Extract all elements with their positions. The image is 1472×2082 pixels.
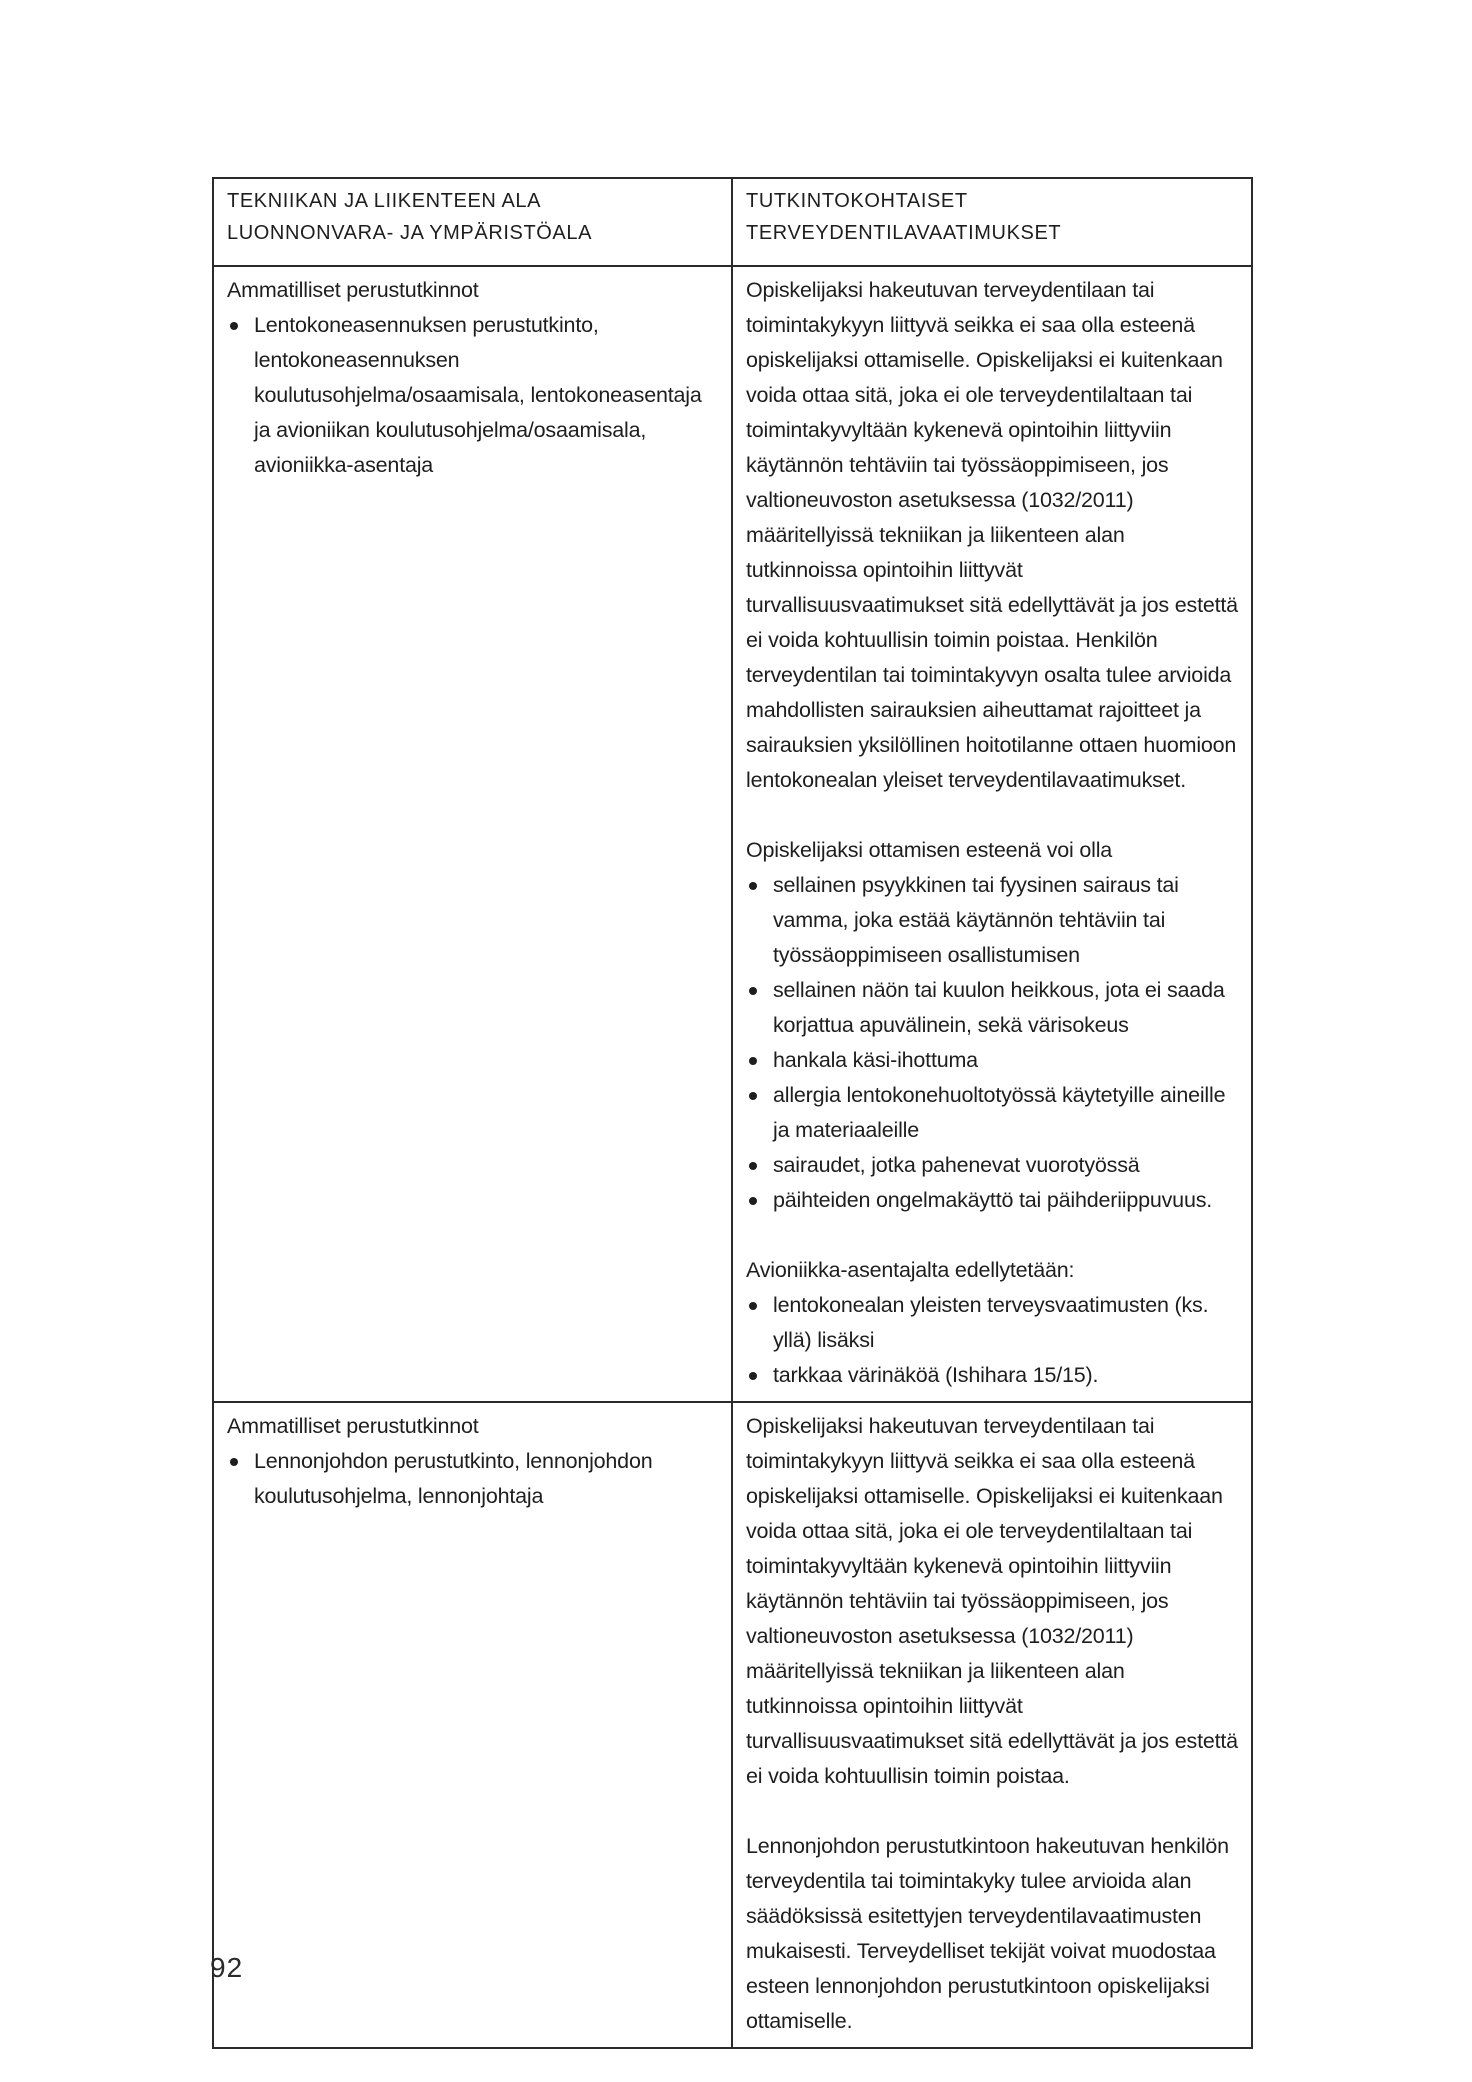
list-item: lentokonealan yleisten terveysvaatimusten (ks. yllä) lisäksi xyxy=(746,1288,1238,1358)
table-header-row xyxy=(213,178,1252,266)
requirements-intro: Opiskelijaksi hakeutuvan terveydentilaan tai toimintakykyyn liittyvä seikka ei saa olla esteenä opiskelijaksi ottamiselle. Opiskelijaksi ei kuitenkaan voida ottaa sitä, joka ei ole terveydentilaltaan tai toimintakyvyltään kykenevä opintoihin liittyviin käytännön tehtäviin tai työssäoppimiseen, jos valtioneuvoston asetuksessa (1032/2011) määritellyissä tekniikan ja liikenteen alan tutkinnoissa opintoihin liittyvät turvallisuusvaatimukset sitä edellyttävät ja jos estettä ei voida kohtuullisin toimin poistaa. Henkilön terveydentilan tai toimintakyvyn osalta tulee arvioida mahdollisten sairauksien aiheuttamat rajoitteet ja sairauksien yksilöllinen hoitotilanne ottaen huomioon lentokonealan yleiset terveydentilavaatimukset. xyxy=(746,278,1238,792)
list-item: sellainen psyykkinen tai fyysinen sairaus tai vamma, joka estää käytännön tehtäviin tai työssäoppimiseen osallistumisen xyxy=(746,868,1238,973)
list-item: tarkkaa värinäköä (Ishihara 15/15). xyxy=(746,1358,1238,1393)
avionics-requirements-title: Avioniikka-asentajalta edellytetään: xyxy=(746,1258,1075,1282)
degree-cell xyxy=(213,266,732,1402)
degree-cell xyxy=(213,1402,732,2048)
header-field-line1: TEKNIIKAN JA LIIKENTEEN ALA xyxy=(227,190,542,212)
header-requirements-cell xyxy=(732,178,1252,266)
air-traffic-control-requirements: Lennonjohdon perustutkintoon hakeutuvan henkilön terveydentila tai toimintakyky tulee arvioida alan säädöksissä esitettyjen terveydentilavaatimusten mukaisesti. Terveydelliset tekijät voivat muodostaa esteen lennonjohdon perustutkintoon opiskelijaksi ottamiselle. xyxy=(746,1834,1229,2033)
degree-list xyxy=(227,1444,718,1514)
degree-type: Ammatilliset perustutkinnot xyxy=(227,1414,479,1438)
list-item: sairaudet, jotka pahenevat vuorotyössä xyxy=(746,1148,1238,1183)
requirements-cell xyxy=(732,1402,1252,2048)
requirements-intro: Opiskelijaksi hakeutuvan terveydentilaan tai toimintakykyyn liittyvä seikka ei saa olla esteenä opiskelijaksi ottamiselle. Opiskelijaksi ei kuitenkaan voida ottaa sitä, joka ei ole terveydentilaltaan tai toimintakyvyltään kykenevä opintoihin liittyviin käytännön tehtäviin tai työssäoppimiseen, jos valtioneuvoston asetuksessa (1032/2011) määritellyissä tekniikan ja liikenteen alan tutkinnoissa opintoihin liittyvät turvallisuusvaatimukset sitä edellyttävät ja jos estettä ei voida kohtuullisin toimin poistaa. xyxy=(746,1414,1238,1788)
page-number: 92 xyxy=(210,1952,244,1983)
obstacles-list xyxy=(746,868,1238,1218)
degree-list xyxy=(227,308,718,483)
avionics-requirements-list xyxy=(746,1288,1238,1393)
list-item: allergia lentokonehuoltotyössä käytetyille aineille ja materiaaleille xyxy=(746,1078,1238,1148)
list-item: hankala käsi-ihottuma xyxy=(746,1043,1238,1078)
header-field-line2: LUONNONVARA- JA YMPÄRISTÖALA xyxy=(227,222,593,244)
requirements-table xyxy=(212,177,1253,2049)
degree-item: Lentokoneasennuksen perustutkinto, lentokoneasennuksen koulutusohjelma/osaamisala, lentokoneasentaja ja avioniikan koulutusohjelma/osaamisala, avioniikka-asentaja xyxy=(227,308,718,483)
degree-type: Ammatilliset perustutkinnot xyxy=(227,278,479,302)
list-item: sellainen näön tai kuulon heikkous, jota ei saada korjattua apuvälinein, sekä värisokeus xyxy=(746,973,1238,1043)
table-row xyxy=(213,1402,1252,2048)
degree-item: Lennonjohdon perustutkinto, lennonjohdon koulutusohjelma, lennonjohtaja xyxy=(227,1444,718,1514)
list-item: päihteiden ongelmakäyttö tai päihderiippuvuus. xyxy=(746,1183,1238,1218)
header-field-cell xyxy=(213,178,732,266)
obstacles-title: Opiskelijaksi ottamisen esteenä voi olla xyxy=(746,838,1113,862)
table-row xyxy=(213,266,1252,1402)
header-requirements-label: TUTKINTOKOHTAISET TERVEYDENTILAVAATIMUKSET xyxy=(746,190,1062,244)
requirements-cell xyxy=(732,266,1252,1402)
